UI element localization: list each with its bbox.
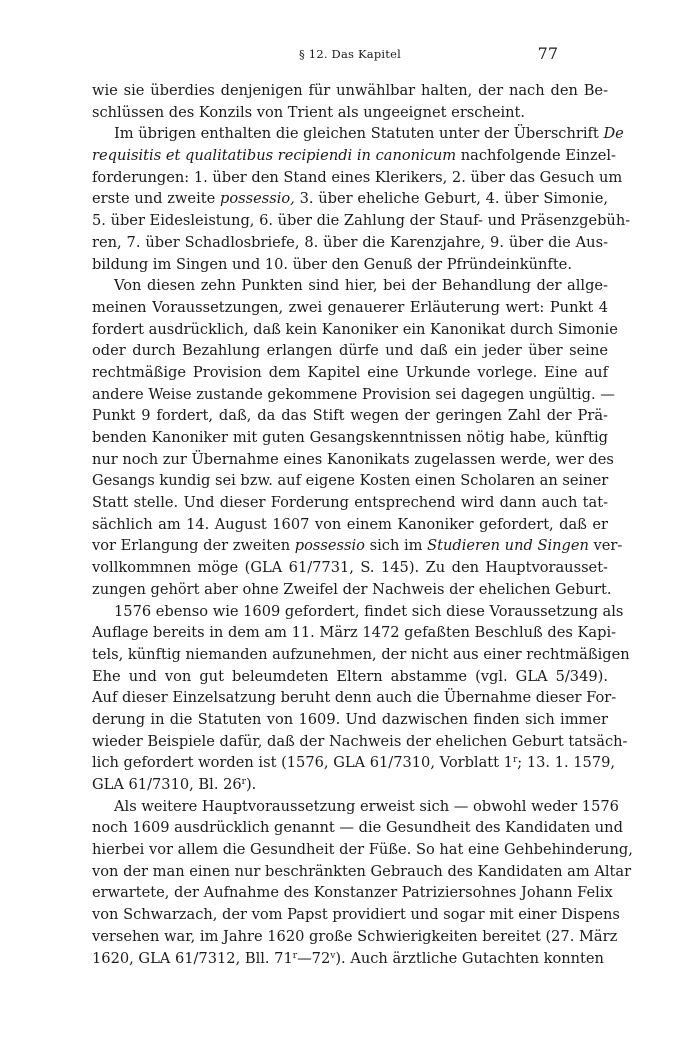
- text-segment: wie sie überdies denjenigen für unwählbar halten, der nach den Be-: [92, 82, 608, 99]
- text-segment: rechtmäßige Provision dem Kapitel eine Urkunde vorlege. Eine auf: [92, 363, 608, 381]
- text-line: [92, 362, 608, 384]
- superscript: r: [292, 950, 298, 961]
- text-segment: derung in die Statuten von 1609. Und dazwischen finden sich immer: [92, 710, 608, 728]
- text-line: [92, 557, 608, 579]
- text-segment: ver-: [588, 537, 623, 555]
- text-line: [92, 731, 628, 753]
- text-line: [92, 449, 614, 471]
- text-line: [92, 579, 612, 601]
- text-line: [92, 275, 608, 297]
- text-segment: Als weitere Hauptvoraussetzung erweist sich — obwohl weder 1576: [114, 797, 619, 815]
- text-line: [92, 817, 623, 839]
- text-segment: nur noch zur Übernahme eines Kanonikats zugelassen werde, wer des: [92, 450, 614, 468]
- italic-text: De: [603, 125, 624, 143]
- text-line: [92, 492, 608, 514]
- text-segment: Statt stelle. Und dieser Forderung entsprechend wird dann auch tat-: [92, 494, 608, 512]
- text-segment: fordert ausdrücklich, daß kein Kanoniker ein Kanonikat durch Simonie: [92, 320, 618, 338]
- text-line: [92, 319, 618, 341]
- text-line: [92, 232, 608, 254]
- running-title: § 12. Das Kapitel: [299, 47, 401, 61]
- text-line: [92, 405, 608, 427]
- text-segment: schlüssen des Konzils von Trient als ungeeignet erscheint.: [92, 103, 526, 121]
- paragraph: [92, 275, 623, 600]
- text-line: [92, 254, 608, 276]
- text-segment: erwartete, der Aufnahme des Konstanzer Patriziersohnes Johann Felix: [92, 884, 613, 902]
- text-segment: andere Weise zustande gekommene Provision sei dagegen ungültig. —: [92, 385, 615, 403]
- text-line: [92, 622, 617, 644]
- text-segment: lich gefordert worden ist (1576, GLA 61/7310, Vorblatt 1: [92, 754, 513, 772]
- italic-text: possessio: [294, 537, 365, 555]
- paragraph: [92, 80, 608, 123]
- text-segment: ). Auch ärztliche Gutachten konnten: [335, 949, 604, 967]
- text-segment: 1576 ebenso wie 1609 gefordert, findet sich diese Voraussetzung als: [114, 602, 624, 620]
- text-segment: tels, künftig niemanden aufzunehmen, der nicht aus einer rechtmäßigen: [92, 645, 630, 663]
- text-line: [92, 102, 608, 124]
- running-head: [0, 44, 700, 68]
- text-segment: 5. über Eidesleistung, 6. über die Zahlung der Stauf- und Präsenzgebüh-: [92, 212, 631, 230]
- text-segment: hierbei vor allem die Gesundheit der Füße. So hat eine Gehbehinderung,: [92, 841, 633, 859]
- text-segment: 3. über eheliche Geburt, 4. über Simonie,: [294, 190, 608, 208]
- text-segment: Von diesen zehn Punkten sind hier, bei der Behandlung der allge-: [114, 277, 608, 295]
- paragraph: [92, 796, 633, 970]
- text-segment: vor Erlangung der zweiten: [92, 537, 295, 555]
- text-segment: meinen Voraussetzungen, zwei genauerer Erläuterung wert: Punkt 4: [92, 298, 608, 316]
- page-number: 77: [537, 44, 558, 63]
- superscript: r: [241, 777, 246, 787]
- text-segment: ; 13. 1. 1579,: [517, 754, 616, 772]
- text-line: [92, 188, 608, 210]
- text-segment: vollkommnen möge (GLA 61/7731, S. 145). Zu den Hauptvorausset-: [92, 559, 608, 577]
- text-line: [92, 796, 619, 818]
- text-segment: —72: [297, 949, 331, 967]
- text-line: [92, 145, 616, 167]
- text-segment: GLA 61/7310, Bl. 26: [92, 776, 242, 793]
- paragraph: [92, 601, 630, 796]
- text-segment: Auf dieser Einzelsatzung beruht denn auch die Übernahme dieser For-: [92, 689, 617, 707]
- text-segment: oder durch Bezahlung erlangen dürfe und daß ein jeder über seine: [92, 342, 608, 360]
- text-segment: bildung im Singen und 10. über den Genuß der Pfründeinkünfte.: [92, 255, 572, 273]
- italic-text: requisitis et qualitatibus recipiendi in canonicum: [92, 147, 457, 165]
- text-line: [92, 687, 617, 709]
- text-line: [92, 210, 631, 232]
- text-segment: von Schwarzach, der vom Papst providiert und sogar mit einer Dispens: [92, 906, 620, 924]
- text-line: [92, 904, 620, 926]
- text-line: [92, 666, 608, 688]
- text-line: [92, 470, 608, 492]
- text-line: [92, 926, 618, 948]
- text-segment: Auflage bereits in dem am 11. März 1472 gefaßten Beschluß des Kapi-: [92, 624, 617, 642]
- text-segment: ).: [245, 776, 257, 793]
- superscript: r: [512, 755, 518, 766]
- text-line: [92, 601, 624, 623]
- text-segment: wieder Beispiele dafür, daß der Nachweis der ehelichen Geburt tatsäch-: [92, 732, 628, 750]
- text-line: [92, 839, 633, 861]
- superscript: v: [330, 950, 336, 961]
- italic-text: possessio,: [219, 190, 295, 208]
- text-segment: Punkt 9 fordert, daß, da das Stift wegen der geringen Zahl der Prä-: [92, 407, 608, 425]
- text-segment: 1620, GLA 61/7312, Bll. 71: [92, 949, 293, 967]
- text-line: [92, 709, 608, 731]
- text-line: [92, 80, 608, 102]
- text-segment: erste und zweite: [92, 190, 220, 208]
- text-segment: ren, 7. über Schadlosbriefe, 8. über die Karenzjahre, 9. über die Aus-: [92, 233, 608, 251]
- text-line: [92, 774, 608, 796]
- text-line: [92, 882, 613, 904]
- text-line: [92, 340, 608, 362]
- text-segment: benden Kanoniker mit guten Gesangskenntnissen nötig habe, künftig: [92, 429, 608, 446]
- text-line: [92, 167, 623, 189]
- text-line: [92, 752, 616, 774]
- text-line: [92, 123, 624, 145]
- text-line: [92, 861, 632, 883]
- text-segment: Gesangs kundig sei bzw. auf eigene Kosten einen Scholaren an seiner: [92, 472, 609, 490]
- text-segment: noch 1609 ausdrücklich genannt — die Gesundheit des Kandidaten und: [92, 819, 623, 837]
- text-segment: forderungen: 1. über den Stand eines Klerikers, 2. über das Gesuch um: [92, 168, 623, 186]
- text-line: [92, 644, 630, 666]
- text-segment: sächlich am 14. August 1607 von einem Kanoniker gefordert, daß er: [92, 515, 608, 533]
- text-line: [92, 535, 623, 557]
- text-segment: nachfolgende Einzel-: [456, 147, 616, 165]
- text-line: [92, 297, 608, 319]
- text-segment: Im übrigen enthalten die gleichen Statuten unter der Überschrift: [114, 125, 604, 143]
- text-segment: Ehe und von gut beleumdeten Eltern abstamme (vgl. GLA 5/349).: [92, 667, 608, 685]
- text-segment: zungen gehört aber ohne Zweifel der Nachweis der ehelichen Geburt.: [92, 580, 612, 598]
- italic-text: Studieren und Singen: [427, 537, 589, 555]
- text-line: [92, 384, 615, 406]
- text-segment: versehen war, im Jahre 1620 große Schwierigkeiten bereitet (27. März: [92, 927, 618, 945]
- text-segment: sich im: [364, 537, 428, 555]
- body-text: [92, 80, 633, 969]
- text-line: [92, 427, 608, 449]
- text-line: [92, 948, 608, 970]
- text-line: [92, 514, 608, 536]
- paragraph: [92, 123, 631, 275]
- text-segment: von der man einen nur beschränkten Gebrauch des Kandidaten am Altar: [92, 862, 632, 880]
